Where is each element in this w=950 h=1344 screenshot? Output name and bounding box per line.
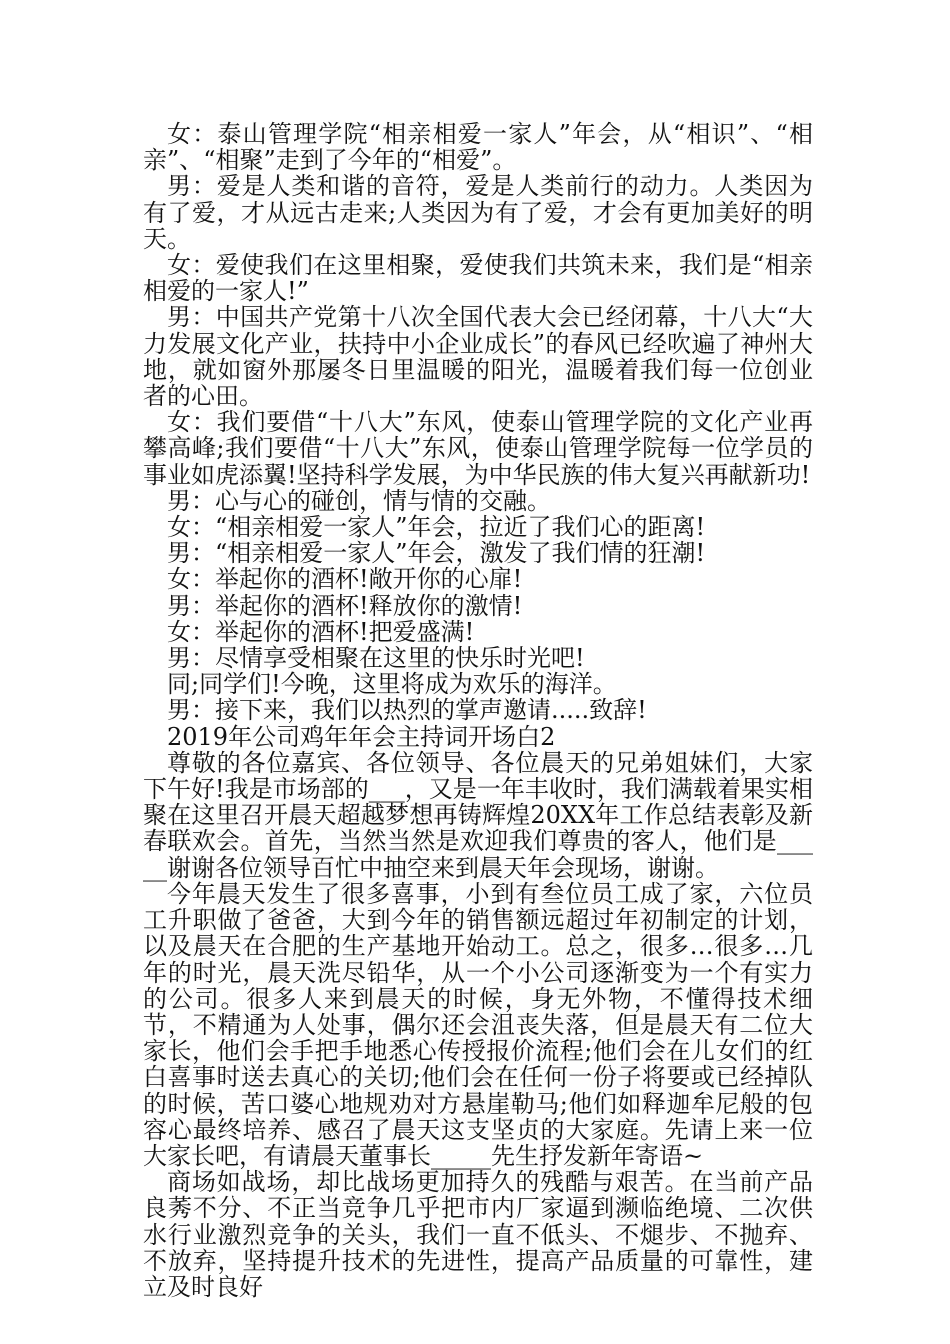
dialogue-line: 女：泰山管理学院“相亲相爱一家人”年会，从“相识”、“相亲”、“相聚”走到了今年的“相爱”。 [143,120,813,175]
section-heading: 2019年公司鸡年年会主持词开场白2 [167,722,556,751]
dialogue-line: 女：举起你的酒杯!敞开你的心扉! [167,565,523,594]
body-paragraph: 尊敬的各位嘉宾、各位领导、各位晨天的兄弟姐妹们，大家下午好!我是市场部的___，又是一年丰收时，我们满载着果实相聚在这里召开晨天超越梦想再铸辉煌20XX年工作总结表彰及新春联欢会。首先，当然当然是欢迎我们尊贵的客人，他们是_____谢谢各位领导百忙中抽空来到晨天年会现场，谢谢。 [143,748,813,882]
body-paragraph: 今年晨天发生了很多喜事，小到有叁位员工成了家，六位员工升职做了爸爸，大到今年的销售额远超过年初制定的计划，以及晨天在合肥的生产基地开始动工。总之，很多…很多…几年的时光，晨天洗尽铅华，从一个小公司逐渐变为一个有实力的公司。很多人来到晨天的时候，身无外物，不懂得技术细节，不精通为人处事，偶尔还会沮丧失落，但是晨天有二位大家长，他们会手把手地悉心传授报价流程;他们会在儿女们的红白喜事时送去真心的关切;他们会在任何一份子将要或已经掉队的时候，苦口婆心地规劝对方悬崖勒马;他们如释迦牟尼般的包容心最终培养、感召了晨天这支坚贞的大家庭。先请上来一位大家长吧，有请晨天董事长_____先生抒发新年寄语~ [143,879,813,1170]
dialogue-line: 女：爱使我们在这里相聚，爱使我们共筑未来，我们是“相亲相爱的一家人!” [143,251,813,306]
dialogue-line: 女：举起你的酒杯!把爱盛满! [167,617,475,646]
dialogue-line: 女：“相亲相爱一家人”年会，拉近了我们心的距离! [167,513,706,542]
body-paragraph: 商场如战场，却比战场更加持久的残酷与艰苦。在当前产品良莠不分、不正当竞争几乎把市内厂家逼到濒临绝境、二次供水行业激烈竞争的关头，我们一直不低头、不煺步、不抛弃、不放弃，坚持提升技术的先进性，提高产品质量的可靠性，建立及时良好 [143,1168,813,1301]
dialogue-line: 男：爱是人类和谐的音符，爱是人类前行的动力。人类因为有了爱，才从远古走来;人类因为有了爱，才会有更加美好的明天。 [143,172,813,253]
dialogue-line: 男：尽情享受相聚在这里的快乐时光吧! [167,644,585,673]
dialogue-line: 男：接下来，我们以热烈的掌声邀请.....致辞! [167,696,647,725]
dialogue-line: 男：中国共产党第十八次全国代表大会已经闭幕，十八大“大力发展文化产业，扶持中小企业成长”的春风已经吹遍了神州大地，就如窗外那屡冬日里温暖的阳光，温暖着我们每一位创业者的心田。 [143,303,813,411]
dialogue-line: 同;同学们!今晚，这里将成为欢乐的海洋。 [167,670,617,699]
dialogue-line: 女：我们要借“十八大”东风，使泰山管理学院的文化产业再攀高峰;我们要借“十八大”东风，使泰山管理学院每一位学员的事业如虎添翼!坚持科学发展，为中华民族的伟大复兴再献新功! [143,408,813,489]
document-body [143,121,813,1300]
dialogue-line: 男：举起你的酒杯!释放你的激情! [167,591,523,620]
dialogue-line: 男：心与心的碰创，情与情的交融。 [167,486,551,515]
dialogue-line: 男：“相亲相爱一家人”年会，激发了我们情的狂潮! [167,539,706,568]
